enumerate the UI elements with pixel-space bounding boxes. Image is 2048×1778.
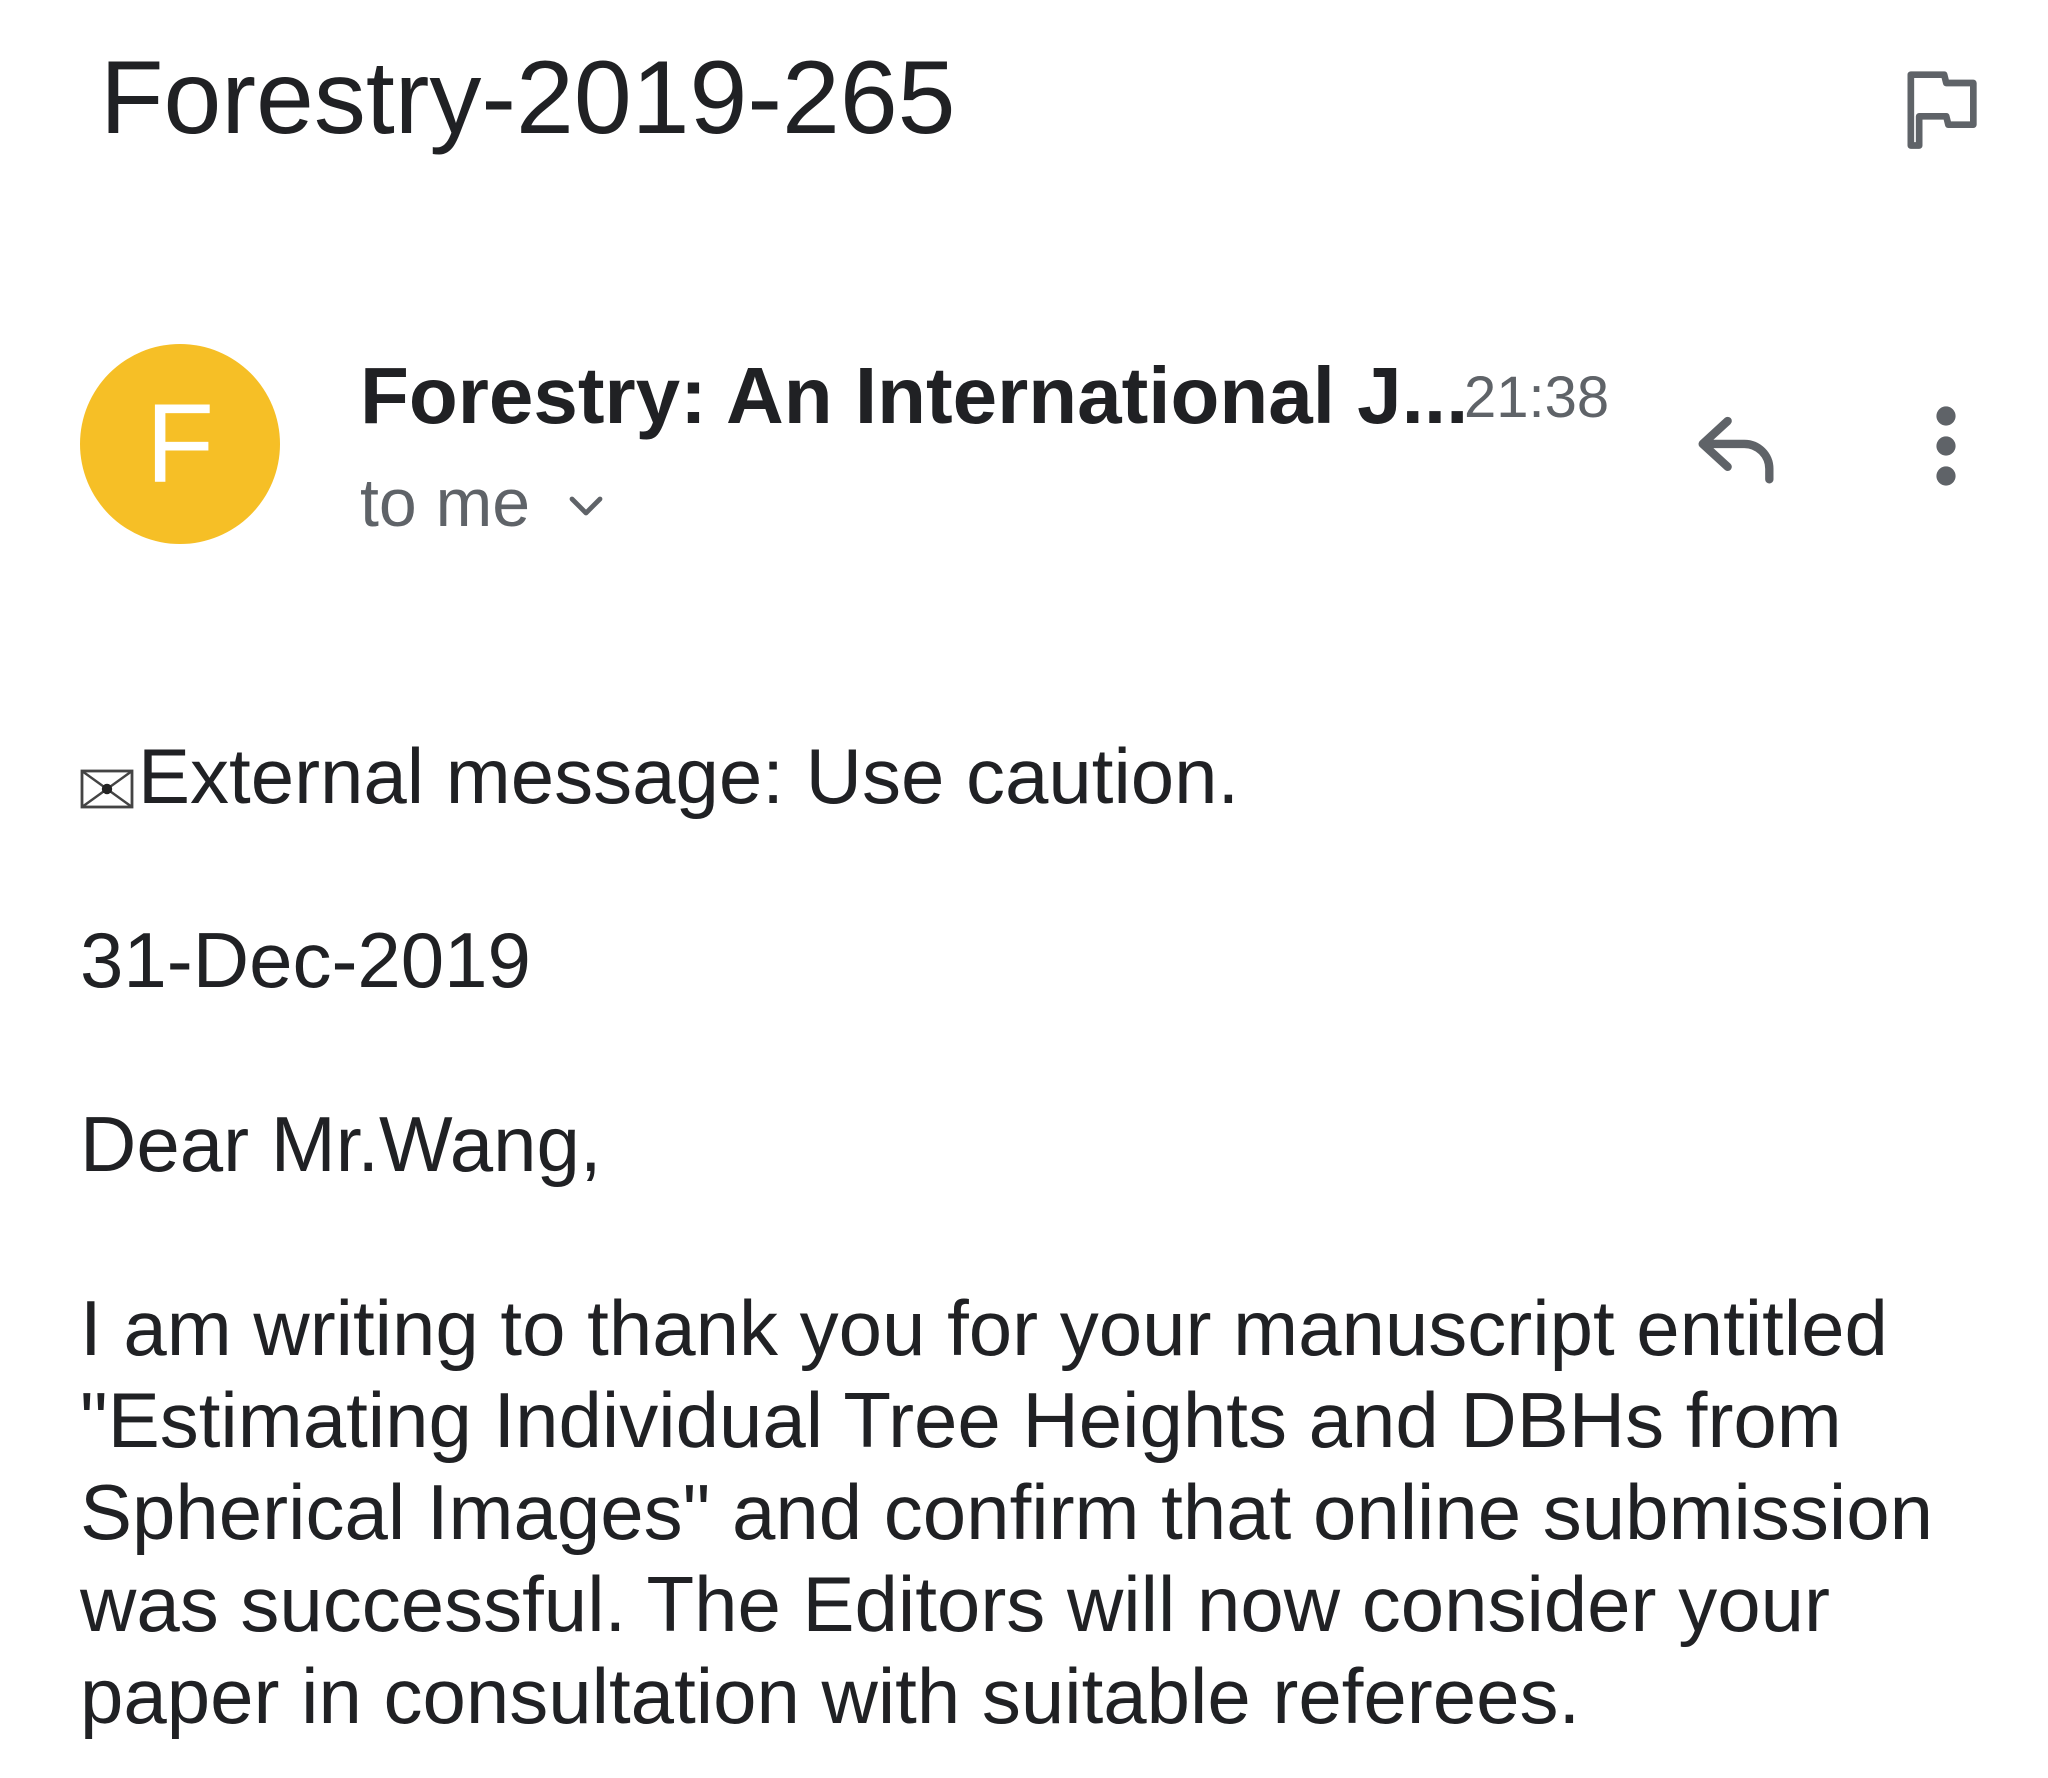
caution-banner	[80, 730, 2000, 822]
flag-icon	[1890, 58, 1990, 158]
recipients-label: to me	[360, 465, 531, 541]
sender-name[interactable]: Forestry: An International J...	[360, 351, 1469, 440]
reply-button[interactable]	[1686, 396, 1786, 496]
letter-paragraph: I am writing to thank you for your manuscript entitled "Estimating Individual Tree Heights and DBHs from Spherical Images" and confirm that online submission was successful. The Editors will now consider your paper in consultation with suitable referees.	[80, 1284, 1933, 1740]
letter-greeting: Dear Mr.Wang,	[80, 1100, 602, 1188]
more-vert-icon	[1906, 396, 1986, 496]
recipients-toggle[interactable]	[360, 458, 610, 548]
letter-date: 31-Dec-2019	[80, 916, 531, 1004]
more-options-button[interactable]	[1906, 396, 1986, 496]
caution-text: External message: Use caution.	[138, 732, 1240, 820]
envelope-icon	[80, 769, 134, 809]
reply-icon	[1686, 396, 1786, 496]
message-time: 21:38	[1464, 365, 1610, 430]
flag-button[interactable]	[1890, 58, 1990, 158]
avatar-initial: F	[145, 381, 215, 506]
chevron-down-icon	[562, 483, 610, 531]
message-body	[80, 730, 2000, 1742]
sender-avatar[interactable]	[80, 344, 280, 544]
subject-title: Forestry-2019-265	[100, 40, 956, 156]
